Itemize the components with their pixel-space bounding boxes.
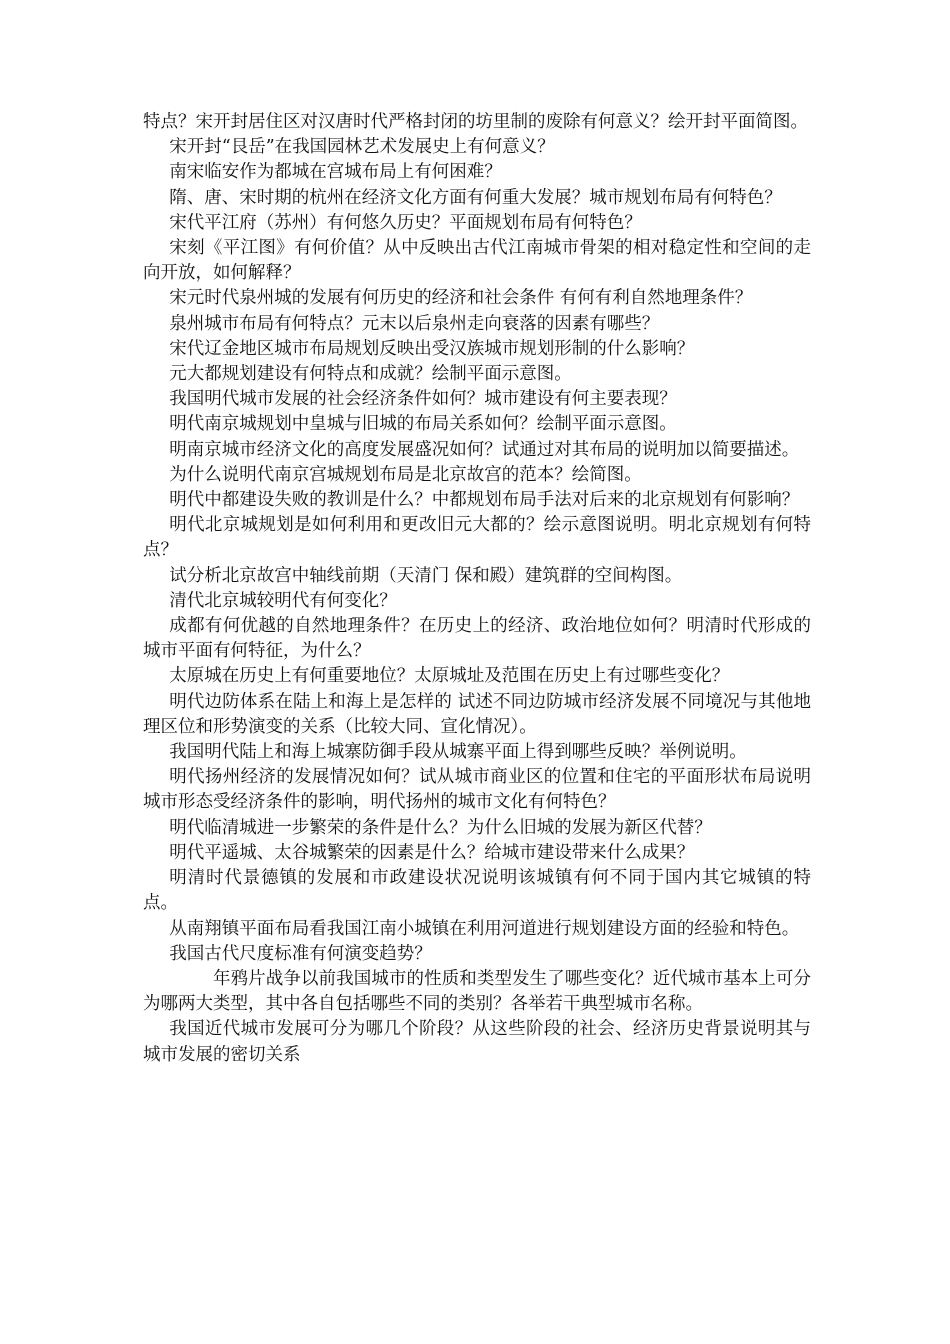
question-paragraph-25: 明代平遥城、太谷城繁荣的因素是什么？给城市建设带来什么成果？ bbox=[169, 842, 695, 863]
question-paragraph-14: 为什么说明代南京宫城规划布局是北京故宫的范本？绘简图。 bbox=[169, 464, 642, 485]
question-paragraph-22: 我国明代陆上和海上城寨防御手段从城寨平面上得到哪些反映？举例说明。 bbox=[169, 742, 747, 763]
question-paragraph-3: 南宋临安作为都城在宫城布局上有何困难？ bbox=[169, 162, 502, 183]
question-paragraph-21: 明代边防体系在陆上和海上是怎样的 试述不同边防城市经济发展不同境况与其他地理区位和形势演变的关系（比较大同、宣化情况）。 bbox=[143, 691, 811, 737]
question-paragraph-18: 清代北京城较明代有何变化？ bbox=[169, 590, 397, 611]
question-paragraph-4: 隋、唐、宋时期的杭州在经济文化方面有何重大发展？城市规划布局有何特色？ bbox=[169, 187, 782, 208]
question-paragraph-13: 明南京城市经济文化的高度发展盛况如何？试通过对其布局的说明加以简要描述。 bbox=[169, 439, 800, 460]
question-paragraph-26: 明清时代景德镇的发展和市政建设状况说明该城镇有何不同于国内其它城镇的特点。 bbox=[143, 868, 811, 914]
question-paragraph-7: 宋元时代泉州城的发展有何历史的经济和社会条件 有何有利自然地理条件？ bbox=[169, 288, 753, 309]
document-page bbox=[143, 110, 811, 1068]
question-paragraph-16: 明代北京城规划是如何利用和更改旧元大都的？绘示意图说明。明北京规划有何特点？ bbox=[143, 515, 811, 561]
question-paragraph-23: 明代扬州经济的发展情况如何？试从城市商业区的位置和住宅的平面形状布局说明城市形态受经济条件的影响，明代扬州的城市文化有何特色？ bbox=[143, 767, 811, 813]
question-paragraph-12: 明代南京城规划中皇城与旧城的布局关系如何？绘制平面示意图。 bbox=[169, 414, 677, 435]
question-paragraph-20: 太原城在历史上有何重要地位？太原城址及范围在历史上有过哪些变化？ bbox=[169, 666, 730, 687]
question-paragraph-30: 我国近代城市发展可分为哪几个阶段？从这些阶段的社会、经济历史背景说明其与城市发展的密切关系 bbox=[143, 1019, 811, 1065]
question-paragraph-2: 宋开封“艮岳”在我国园林艺术发展史上有何意义？ bbox=[169, 137, 555, 158]
question-paragraph-27: 从南翔镇平面布局看我国江南小城镇在利用河道进行规划建设方面的经验和特色。 bbox=[169, 918, 800, 939]
question-paragraph-6: 宋刻《平江图》有何价值？从中反映出古代江南城市骨架的相对稳定性和空间的走向开放，如何解释？ bbox=[143, 238, 811, 284]
question-paragraph-24: 明代临清城进一步繁荣的条件是什么？为什么旧城的发展为新区代替？ bbox=[169, 817, 712, 838]
question-paragraph-1: 特点？宋开封居住区对汉唐时代严格封闭的坊里制的废除有何意义？绘开封平面简图。 bbox=[143, 112, 808, 132]
question-paragraph-29: 年鸦片战争以前我国城市的性质和类型发生了哪些变化？近代城市基本上可分为哪两大类型，其中各自包括哪些不同的类别？各举若干典型城市名称。 bbox=[143, 968, 811, 1015]
question-paragraph-10: 元大都规划建设有何特点和成就？绘制平面示意图。 bbox=[169, 364, 572, 385]
question-paragraph-8: 泉州城市布局有何特点？元末以后泉州走向衰落的因素有哪些？ bbox=[169, 313, 660, 334]
question-paragraph-9: 宋代辽金地区城市布局规划反映出受汉族城市规划形制的什么影响？ bbox=[169, 338, 695, 359]
question-paragraph-28: 我国古代尺度标准有何演变趋势？ bbox=[169, 943, 432, 964]
question-paragraph-11: 我国明代城市发展的社会经济条件如何？城市建设有何主要表现？ bbox=[169, 389, 677, 410]
question-paragraph-17: 试分析北京故宫中轴线前期（天清门 保和殿）建筑群的空间构图。 bbox=[169, 565, 683, 586]
question-paragraph-5: 宋代平江府（苏州）有何悠久历史？平面规划布局有何特色？ bbox=[169, 212, 642, 233]
question-paragraph-15: 明代中都建设失败的教训是什么？中都规划布局手法对后来的北京规划有何影响？ bbox=[169, 490, 800, 511]
question-paragraph-19: 成都有何优越的自然地理条件？在历史上的经济、政治地位如何？明清时代形成的城市平面有何特征，为什么？ bbox=[143, 616, 811, 662]
